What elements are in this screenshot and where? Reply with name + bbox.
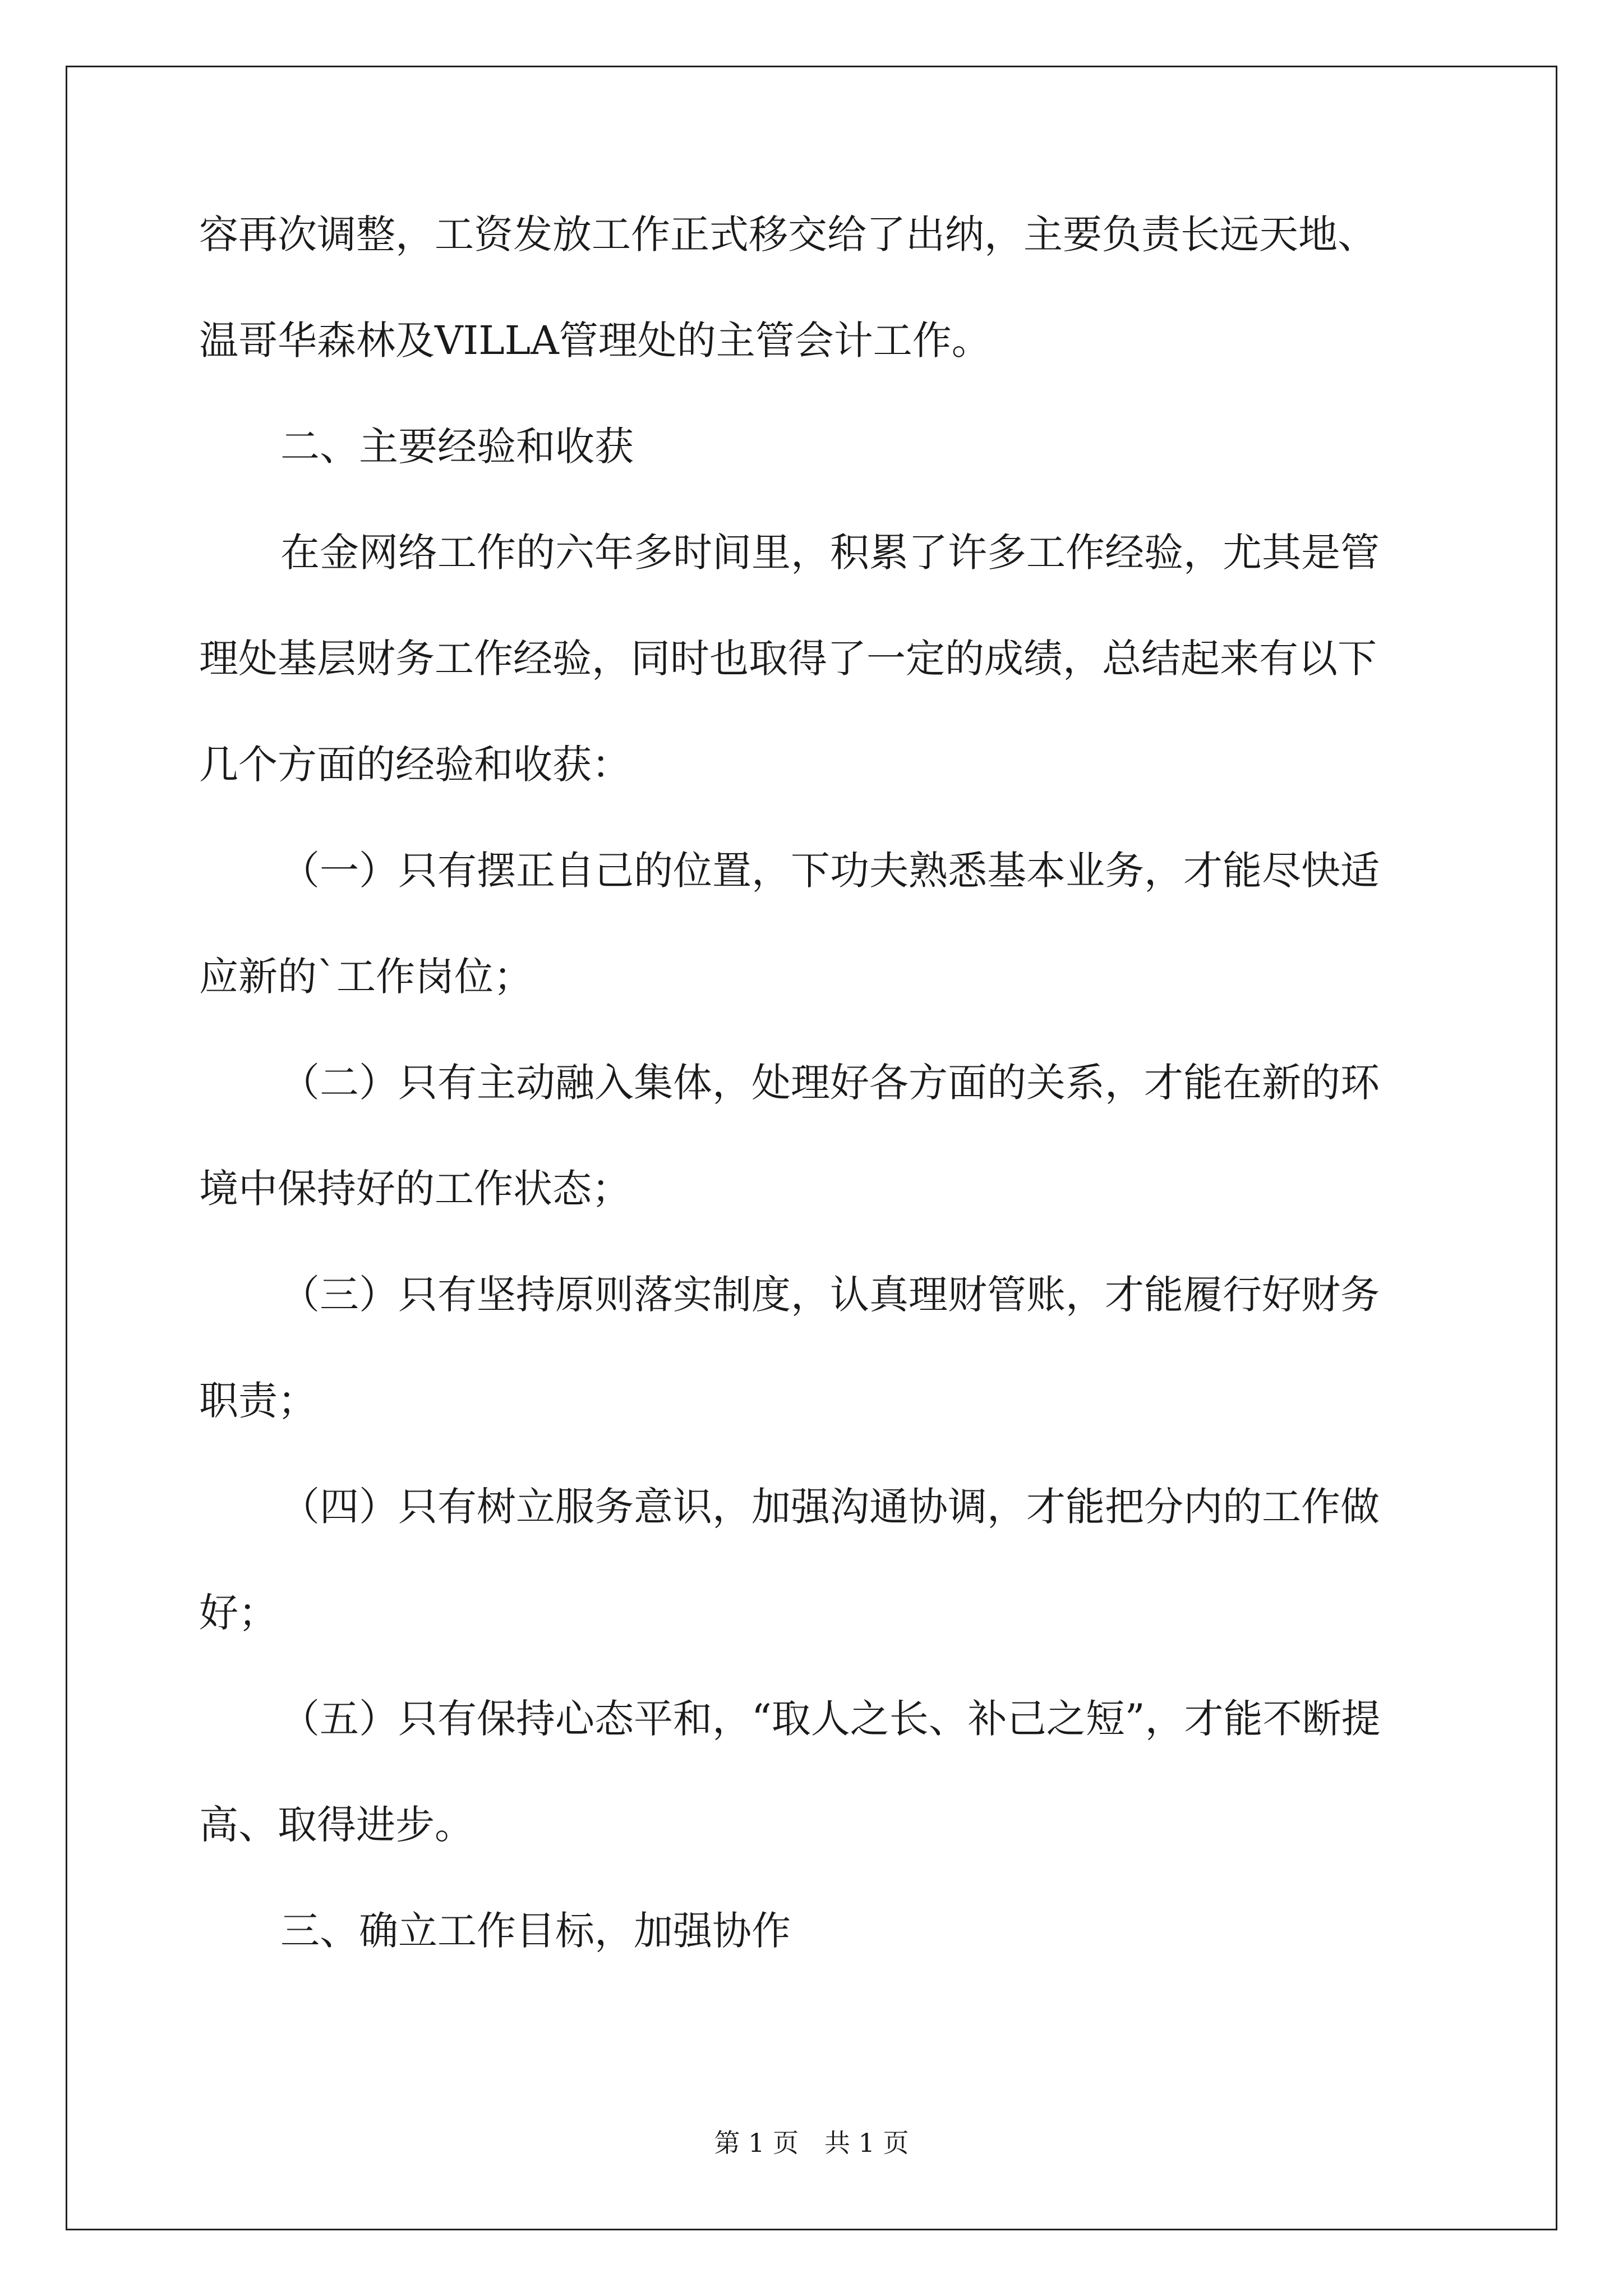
list-item-line: 职责； <box>199 1378 317 1424</box>
text-line: 几个方面的经验和收获： <box>199 742 631 788</box>
page-footer: 第 1 页 共 1 页 <box>714 2128 909 2158</box>
section-heading: 二、主要经验和收获 <box>280 424 634 470</box>
list-item-line: （四）只有树立服务意识，加强沟通协调，才能把分内的工作做 <box>280 1484 1380 1530</box>
list-item-line: （二）只有主动融入集体，处理好各方面的关系，才能在新的环 <box>280 1060 1380 1106</box>
list-item-line: 好； <box>199 1590 278 1636</box>
list-item-line: （三）只有坚持原则落实制度，认真理财管账，才能履行好财务 <box>280 1272 1380 1318</box>
text-line: 在金网络工作的六年多时间里，积累了许多工作经验，尤其是管 <box>280 530 1380 576</box>
section-heading: 三、确立工作目标，加强协作 <box>280 1908 791 1954</box>
list-item-line: （五）只有保持心态平和，“取人之长、补己之短”，才能不断提 <box>280 1696 1381 1742</box>
text-line: 理处基层财务工作经验，同时也取得了一定的成绩，总结起来有以下 <box>199 636 1377 682</box>
list-item-line: 应新的`工作岗位； <box>199 954 533 1000</box>
list-item-line: （一）只有摆正自己的位置，下功夫熟悉基本业务，才能尽快适 <box>280 848 1380 894</box>
document-body <box>199 208 1427 1958</box>
list-item-line: 境中保持好的工作状态； <box>199 1166 631 1212</box>
text-line: 容再次调整，工资发放工作正式移交给了出纳，主要负责长远天地、 <box>199 211 1377 257</box>
list-item-line: 高、取得进步。 <box>199 1802 474 1848</box>
text-line: 温哥华森林及VILLA管理处的主管会计工作。 <box>199 318 991 364</box>
